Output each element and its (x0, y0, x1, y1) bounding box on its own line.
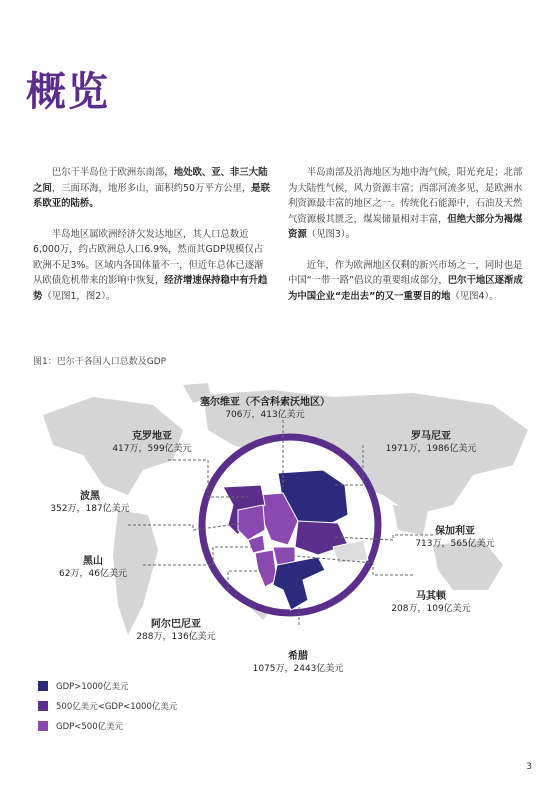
p2-ref: （见图1，图2）。 (42, 290, 116, 302)
p1-bold: 地处欧、亚、非三大陆之间 (33, 167, 268, 194)
legend-swatch (38, 721, 48, 731)
legend-label: 500亿美元<GDP<1000亿美元 (56, 702, 178, 712)
legend-item (38, 700, 177, 712)
legend-item (38, 720, 177, 732)
figure-caption: 图1：巴尔干各国人口总数及GDP (33, 357, 167, 367)
paragraph-4 (288, 258, 528, 305)
country-name: 马其顿 (416, 591, 446, 602)
p2-text: 半岛地区属欧洲经济欠发达地区，其人口总数近6,000万，约占欧洲总人口6.9%，然而其GDP规模仅占欧洲不足3%。区域内各国体量不一，但近年总体已逐渐从欧债危机带来的影响中恢复， (33, 228, 264, 286)
country-stats: 1971万，1986亿美元 (385, 444, 477, 454)
paragraph-2 (33, 227, 271, 305)
label-romania (376, 430, 486, 456)
label-montenegro (58, 555, 128, 581)
country-name: 黑山 (83, 556, 103, 567)
country-stats: 352万，187亿美元 (50, 504, 130, 514)
p3-text: 半岛南部及沿海地区为地中海气候，阳光充足；北部为大陆性气候，风力资源丰富；西部河流多见，是欧洲水利资源最丰富的地区之一。传统化石能源中，石油及天然气资源极其匮乏，煤炭储量相对丰富， (288, 167, 523, 225)
country-stats: 208万，109亿美元 (391, 604, 471, 614)
p3-ref: （见图3）。 (306, 229, 355, 240)
country-name: 罗马尼亚 (411, 431, 451, 442)
country-name: 波黑 (80, 491, 100, 502)
country-name: 保加利亚 (435, 526, 475, 537)
p2-bold: 经济增速保持稳中有升趋势 (33, 275, 268, 302)
page-number: 3 (526, 762, 532, 772)
p4-ref: （见图4）。 (450, 290, 499, 302)
country-stats: 706万，413亿美元 (225, 410, 305, 420)
label-bulgaria (405, 525, 505, 551)
country-stats: 1075万，2443亿美元 (252, 664, 344, 674)
text-column-right (288, 165, 528, 319)
label-bosnia (40, 490, 140, 516)
country-name: 阿尔巴尼亚 (151, 619, 201, 630)
legend-item (38, 680, 177, 692)
label-greece (250, 650, 346, 676)
country-stats: 288万，136亿美元 (136, 632, 216, 642)
p1-text-2: ，三面环海，地形多山，面积约50万平方公里， (51, 182, 252, 194)
label-serbia (195, 396, 335, 422)
p1-text: 巴尔干半岛位于欧洲东南部， (51, 167, 174, 178)
country-name: 克罗地亚 (132, 431, 172, 442)
page-title: 概览 (26, 69, 110, 115)
label-macedonia (376, 590, 486, 616)
p4-bold: 巴尔干地区逐渐成为中国企业“走出去”的又一重要目的地 (288, 275, 523, 302)
p1-bold-2: 是联系欧亚的陆桥。 (33, 182, 270, 209)
label-croatia (112, 430, 192, 456)
paragraph-3 (288, 165, 528, 243)
country-name: 塞尔维亚（不含科索沃地区） (200, 397, 330, 408)
legend-label: GDP<500亿美元 (56, 722, 124, 732)
p3-bold: 但绝大部分为褐煤资源 (288, 213, 523, 240)
country-stats: 713万，565亿美元 (415, 539, 495, 549)
country-name: 希腊 (288, 651, 308, 662)
map-legend (38, 680, 177, 740)
paragraph-1 (33, 165, 271, 212)
p4-text: 近年，作为欧洲地区仅剩的新兴市场之一，同时也是中国“一带一路”倡议的重要组成部分， (288, 259, 523, 286)
legend-swatch (38, 681, 48, 691)
country-stats: 62万，46亿美元 (59, 569, 127, 579)
country-stats: 417万，599亿美元 (112, 444, 192, 454)
legend-label: GDP>1000亿美元 (56, 682, 129, 692)
legend-swatch (38, 701, 48, 711)
text-column-left (33, 165, 271, 319)
label-albania (128, 618, 224, 644)
